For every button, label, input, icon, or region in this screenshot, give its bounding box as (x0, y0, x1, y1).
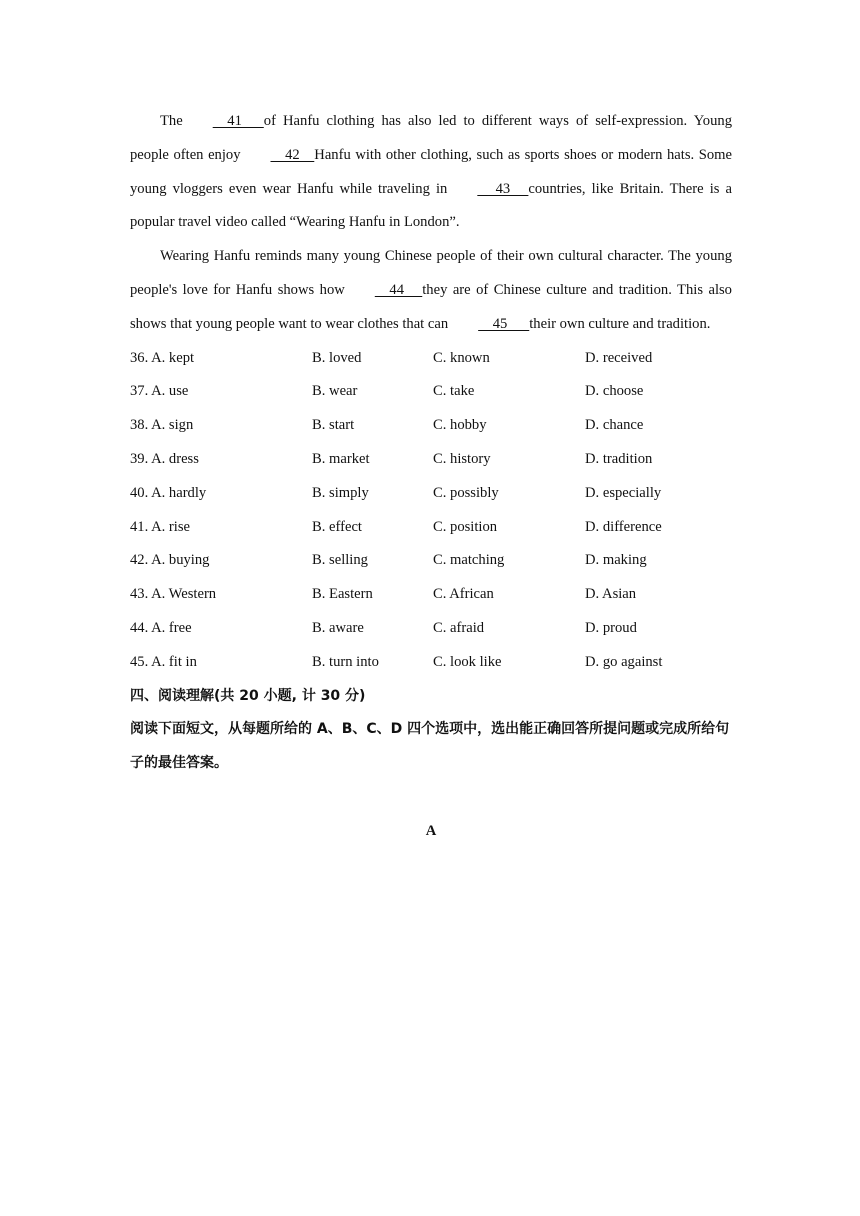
option-row-38 (130, 409, 732, 443)
option-row-43 (130, 578, 732, 612)
option-a: 37. A. use (130, 383, 189, 400)
option-c: C. possibly (433, 484, 499, 501)
option-a: 45. A. fit in (130, 653, 197, 670)
option-b: B. aware (312, 619, 364, 636)
option-d: D. making (585, 552, 647, 569)
option-d: D. proud (585, 619, 637, 636)
option-b: B. selling (312, 552, 368, 569)
option-c: C. hobby (433, 417, 487, 434)
option-d: D. tradition (585, 450, 653, 467)
paragraph-text: of Hanfu clothing has also led to different ways of self-expression. Young people often enjoy (130, 113, 732, 163)
blank-42: 42 (270, 146, 315, 163)
option-d: D. go against (585, 653, 663, 670)
options-list (130, 342, 732, 680)
option-b: B. effect (312, 518, 362, 535)
option-row-37 (130, 375, 732, 409)
option-row-45 (130, 646, 732, 680)
option-c: C. matching (433, 552, 505, 569)
option-row-39 (130, 443, 732, 477)
option-b: B. market (312, 450, 370, 467)
option-a: 40. A. hardly (130, 484, 207, 501)
option-b: B. wear (312, 383, 358, 400)
option-row-40 (130, 477, 732, 511)
passage-paragraph-1 (130, 105, 732, 240)
passage-label: A (425, 822, 437, 839)
option-d: D. choose (585, 383, 644, 400)
option-row-36 (130, 342, 732, 376)
option-b: B. Eastern (312, 586, 373, 603)
option-b: B. start (312, 417, 355, 434)
option-row-41 (130, 511, 732, 545)
option-c: C. African (433, 586, 494, 603)
option-d: D. difference (585, 518, 662, 535)
passage-paragraph-2 (130, 240, 732, 341)
option-b: B. turn into (312, 653, 379, 670)
option-c: C. position (433, 518, 498, 535)
option-b: B. simply (312, 484, 369, 501)
section-heading: 四、阅读理解(共 20 小题, 计 30 分) (130, 687, 366, 704)
option-d: D. received (585, 349, 653, 366)
option-a: 41. A. rise (130, 518, 190, 535)
paragraph-text: countries, like Britain. There is a popular travel video called “Wearing Hanfu in London”. (130, 180, 732, 231)
paragraph-text: Wearing Hanfu reminds many young Chinese people of their own cultural character. The young people's love for Hanfu shows how (130, 248, 732, 298)
option-d: D. Asian (585, 586, 637, 603)
blank-41: 41 (212, 113, 264, 129)
blank-45: 45 (478, 315, 530, 332)
option-a: 38. A. sign (130, 417, 194, 434)
option-d: D. chance (585, 417, 644, 434)
option-d: D. especially (585, 484, 662, 501)
option-row-44 (130, 612, 732, 646)
option-c: C. known (433, 349, 490, 366)
option-row-42 (130, 544, 732, 578)
option-a: 44. A. free (130, 619, 192, 636)
section-instructions: 阅读下面短文，从每题所给的 A、B、C、D 四个选项中，选出能正确回答所提问题或完成所给句子的最佳答案。 (130, 721, 730, 772)
paragraph-text: Hanfu with other clothing, such as sports shoes or modern hats. Some young vloggers even wear Hanfu while traveling in (130, 146, 732, 197)
option-c: C. look like (433, 653, 502, 670)
paragraph-text: their own culture and tradition. (529, 315, 711, 332)
paragraph-text: they are of Chinese culture and tradition. This also shows that young people want to wear clothes that can (130, 281, 732, 332)
option-c: C. afraid (433, 619, 485, 636)
option-a: 36. A. kept (130, 349, 195, 366)
option-b: B. loved (312, 349, 362, 366)
option-c: C. take (433, 383, 475, 400)
blank-44: 44 (374, 281, 423, 298)
option-a: 39. A. dress (130, 450, 199, 467)
option-a: 42. A. buying (130, 552, 210, 569)
paragraph-text: The (160, 113, 183, 129)
option-c: C. history (433, 450, 491, 467)
option-a: 43. A. Western (130, 586, 217, 603)
document-page (130, 105, 732, 849)
blank-43: 43 (477, 180, 529, 197)
